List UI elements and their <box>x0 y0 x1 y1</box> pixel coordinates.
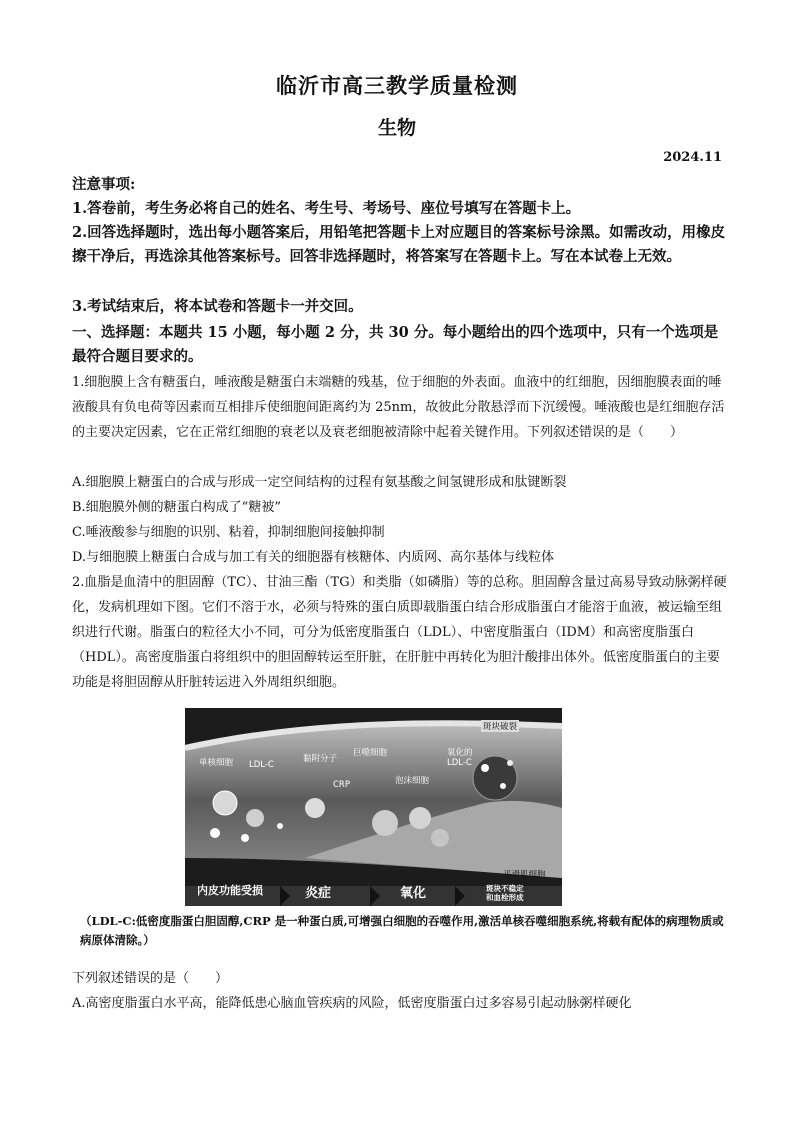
subject-title: 生物 <box>377 117 416 139</box>
q1-stem: 1.细胞膜上含有糖蛋白，唾液酸是糖蛋白末端糖的残基，位于细胞的外表面。血液中的红细胞，因细胞膜表面的唾液酸具有负电荷等因素而互相排斥使细胞间距离约为 25nm，故彼此分散悬浮而下沉缓慢。唾液酸也是红细胞存活的主要决定因素，它在正常红细胞的衰老以及衰老细胞被清除中起着关键作用。下列叙述错误的是（ ） <box>72 375 725 440</box>
stage-plaque-unstable: 斑块不稳定 和血栓形成 <box>486 884 524 902</box>
notice-heading: 注意事项: <box>72 176 136 193</box>
atherosclerosis-figure <box>185 708 562 906</box>
label-foam-cell: 泡沫细胞 <box>395 776 430 786</box>
stage-endothelial: 内皮功能受损 <box>197 884 263 897</box>
label-crp: CRP <box>333 780 350 790</box>
q1-option-d: D.与细胞膜上糖蛋白合成与加工有关的细胞器有核糖体、内质网、高尔基体与线粒体 <box>72 550 555 565</box>
notice-item-1: 1.答卷前，考生务必将自己的姓名、考生号、考场号、座位号填写在答题卡上。 <box>72 200 581 217</box>
notice-item-2: 2.回答选择题时，选出每小题答案后，用铅笔把答题卡上对应题目的答案标号涂黑。如需改动，用橡皮擦干净后，再选涂其他答案标号。回答非选择题时，将答案写在答题卡上。写在本试卷上无效。 <box>72 224 726 265</box>
stage-oxidation: 氧化 <box>400 886 427 901</box>
label-ldl-c: LDL-C <box>249 760 274 770</box>
stage-inflammation: 炎症 <box>305 886 332 901</box>
label-oxidized-ldl: 氧化的 LDL-C <box>447 748 473 768</box>
q2-option-a: A.高密度脂蛋白水平高，能降低患心脑血管疾病的风险，低密度脂蛋白过多容易引起动脉粥样硬化 <box>72 996 632 1011</box>
label-plaque-rupture: 斑块破裂 <box>483 722 518 732</box>
label-adhesion: 黏附分子 <box>303 754 338 764</box>
notice-item-3: 3.考试结束后，将本试卷和答题卡一并交回。 <box>72 298 363 315</box>
page-title: 临沂市高三教学质量检测 <box>276 73 518 98</box>
q1-option-b: B.细胞膜外侧的糖蛋白构成了“糖被” <box>72 500 281 515</box>
figure-caption: （LDL-C:低密度脂蛋白胆固醇,CRP 是一种蛋白质,可增强白细胞的吞噬作用,激活单核吞噬细胞系统,将载有配体的病理物质或病原体清除。） <box>80 914 724 947</box>
section-heading: 一、选择题：本题共 15 小题，每小题 2 分，共 30 分。每小题给出的四个选项中，只有一个选项是最符合题目要求的。 <box>72 324 719 365</box>
q2-stem: 2.血脂是血清中的胆固醇（TC）、甘油三酯（TG）和类脂（如磷脂）等的总称。胆固醇含量过高易导致动脉粥样硬化，发病机理如下图。它们不溶于水，必须与特殊的蛋白质即载脂蛋白结合形成脂蛋白才能溶于血液，被运输至组织进行代谢。脂蛋白的粒径大小不同，可分为低密度脂蛋白（LDL）、中密度脂蛋白（IDM）和高密度脂蛋白（HDL）。高密度脂蛋白将组织中的胆固醇转运至肝脏，在肝脏中再转化为胆汁酸排出体外。低密度脂蛋白的主要功能是将胆固醇从肝脏转运进入外周组织细胞。 <box>72 575 727 690</box>
q1-option-a: A.细胞膜上糖蛋白的合成与形成一定空间结构的过程有氨基酸之间氢键形成和肽键断裂 <box>72 475 567 490</box>
label-macrophage: 巨噬细胞 <box>353 748 388 758</box>
label-monocyte: 单核细胞 <box>199 758 234 768</box>
label-smooth-muscle: 平滑肌细胞 <box>503 870 546 880</box>
exam-date: 2024.11 <box>663 150 722 165</box>
q1-option-c: C.唾液酸参与细胞的识别、粘着，抑制细胞间接触抑制 <box>72 525 385 540</box>
q2-ask: 下列叙述错误的是（ ） <box>72 971 229 986</box>
